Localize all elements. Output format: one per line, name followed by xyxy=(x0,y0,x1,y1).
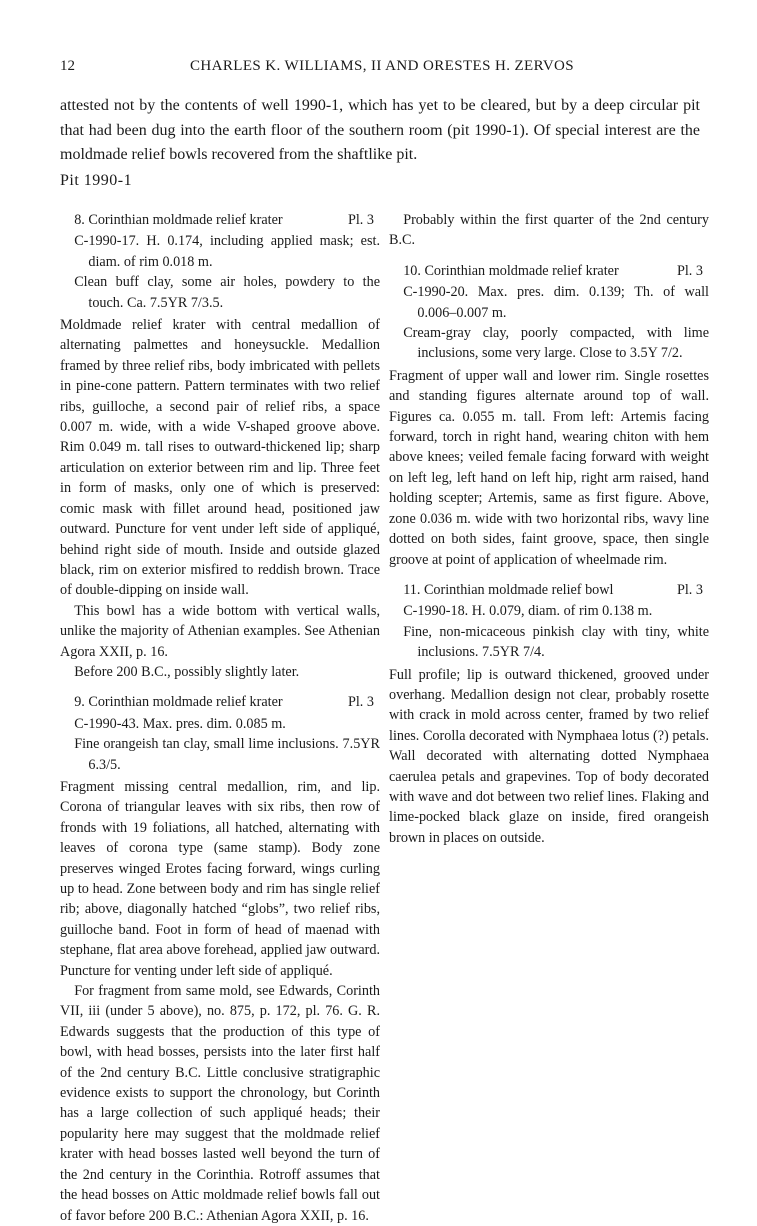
spacer xyxy=(60,682,380,692)
entry-11-title: 11. Corinthian moldmade relief bowl xyxy=(403,581,614,598)
entry-9-inventory: C-1990-43. Max. pres. dim. 0.085 m. xyxy=(74,715,286,732)
entry-10-plate: Pl. 3 xyxy=(676,262,703,279)
entry-10-inventory: C-1990-20. Max. pres. dim. 0.139; Th. of wall 0.006–0.007 m. xyxy=(403,284,709,321)
entry-11-fabric: Fine, non-micaceous pinkish clay with tiny, white inclusions. 7.5YR 7/4. xyxy=(403,623,709,661)
page-number: 12 xyxy=(60,58,75,74)
entry-10-meta xyxy=(389,282,709,364)
catalog-entry-9 xyxy=(60,692,380,1226)
catalog-entry-8 xyxy=(60,210,380,682)
entry-8-fabric: Clean buff clay, some air holes, powdery to the touch. Ca. 7.5YR 7/3.5. xyxy=(74,274,380,311)
entry-9-date: Probably within the first quarter of the 2nd century B.C. xyxy=(389,212,709,249)
spacer xyxy=(389,570,709,580)
right-column xyxy=(389,210,709,848)
page-header xyxy=(60,58,700,78)
entry-8-date: Before 200 B.C., possibly slightly later. xyxy=(74,663,300,680)
entry-11-heading xyxy=(389,580,709,600)
entry-10-description: Fragment of upper wall and lower rim. Single rosettes and standing figures alternate around top of wall. Figures ca. 0.055 m. tall. From left: Artemis facing forward, torch in right hand, wearing chiton with hem above knees; veiled female facing forward with weight on left leg, left hand on left hip, right arm raised, hand holding scepter; Artemis, same as first figure. Above, zone 0.036 m. wide with two horizontal ribs, wavy line dotted on both sides, faint groove, space, then single groove at point of application of wheelmade rim. xyxy=(389,367,709,568)
entry-8-description: Moldmade relief krater with central medallion of alternating palmettes and honeysuckle. Medallion framed by three relief ribs, body imbricated with pellets in pine-cone pattern. Pattern terminates with two relief ribs, guilloche, a second pair of relief ribs, a space 0.007 m. wide, with a wide V-shaped groove above. Rim 0.049 m. tall rises to outward-thickened lip; sharp articulation on exterior between rim and lip. Three feet in form of masks, only one of which is preserved: comic mask with fillet around head, positioned jaw outward. Puncture for vent under left side of appliqué, behind right side of mouth. Inside and outside glazed black, rim on exterior misfired to reddish brown. Trace of double-dipping on inside wall. xyxy=(60,317,380,599)
spacer xyxy=(389,251,709,261)
entry-8-inventory: C-1990-17. H. 0.174, including applied mask; est. diam. of rim 0.018 m. xyxy=(74,233,380,270)
section-heading: Pit 1990-1 xyxy=(60,172,133,189)
entry-10-title: 10. Corinthian moldmade relief krater xyxy=(403,262,619,279)
entry-8-plate: Pl. 3 xyxy=(347,212,374,228)
entry-8-title: 8. Corinthian moldmade relief krater xyxy=(74,212,283,228)
running-head: CHARLES K. WILLIAMS, II AND ORESTES H. ZERVOS xyxy=(190,58,575,74)
entry-11-meta xyxy=(389,601,709,662)
entry-9-fabric: Fine orangeish tan clay, small lime inclusions. 7.5YR 6.3/5. xyxy=(74,736,380,773)
intro-paragraph: attested not by the contents of well 1990-1, which has yet to be cleared, but by a deep circular pit that had been dug into the earth floor of the southern room (pit 1990-1). Of special interest are the moldmade relief bowls recovered from the shaftlike pit. xyxy=(60,97,700,163)
entry-10-fabric: Cream-gray clay, poorly compacted, with lime inclusions, some very large. Close to 3.5Y 7/2. xyxy=(403,325,709,362)
entry-9-title: 9. Corinthian moldmade relief krater xyxy=(74,694,283,711)
left-column xyxy=(60,210,380,1226)
entry-8-note: This bowl has a wide bottom with vertical walls, unlike the majority of Athenian examples. See Athenian Agora XXII, p. 16. xyxy=(60,602,380,660)
entry-8-meta xyxy=(60,231,380,313)
entry-9-heading xyxy=(60,692,380,712)
entry-9-note: For fragment from same mold, see Edwards, Corinth VII, iii (under 5 above), no. 875, p. 172, pl. 76. G. R. Edwards suggests that the production of this type of bowl, with head bosses, persists into the later first half of the 2nd century B.C. Little conclusive stratigraphic evidence exists to support the chronology, but Corinth has a large collection of such appliqué heads; their popularity here may suggest that the moldmade relief krater with head bosses lasted well beyond the turn of the 2nd century in the Corinthia. Rotroff assumes that the head bosses on Attic moldmade relief bowls fall out of favor before 200 B.C.: Athenian Agora XXII, p. 16. xyxy=(60,983,380,1224)
entry-8-heading xyxy=(60,210,380,230)
entry-11-plate: Pl. 3 xyxy=(676,581,703,598)
entry-10-heading xyxy=(389,261,709,281)
catalog-entry-11 xyxy=(389,580,709,848)
entry-11-inventory: C-1990-18. H. 0.079, diam. of rim 0.138 m. xyxy=(403,603,653,620)
entry-9-description: Fragment missing central medallion, rim, and lip. Corona of triangular leaves with six ribs, then row of fronds with 19 foliations, all hatched, alternating with leaves of corona type (same stamp). Body zone preserves winged Erotes facing forward, wings curling up to head. Zone between body and rim has single relief rib; above, diagonally hatched “globs”, two relief ribs, guilloche band. Foot in form of head of maenad with stephane, flat area above forehead, applied jaw outward. Puncture for venting under left side of appliqué. xyxy=(60,778,380,979)
entry-9-plate: Pl. 3 xyxy=(347,694,374,711)
entry-9-meta xyxy=(60,714,380,775)
entry-11-description: Full profile; lip is outward thickened, grooved under overhang. Medallion design not clear, probably rosette with crack in mold across center, framed by two relief lines. Corolla decorated with Nymphaea lotus (?) petals. Wall decorated with alternating dotted Nymphaea caerulea petals and grapevines. Top of body decorated with wave and dot between two relief lines. Flaking and lime-pocked black glaze on inside, fired orangeish brown in places on outside. xyxy=(389,666,709,846)
catalog-entry-10 xyxy=(389,261,709,570)
